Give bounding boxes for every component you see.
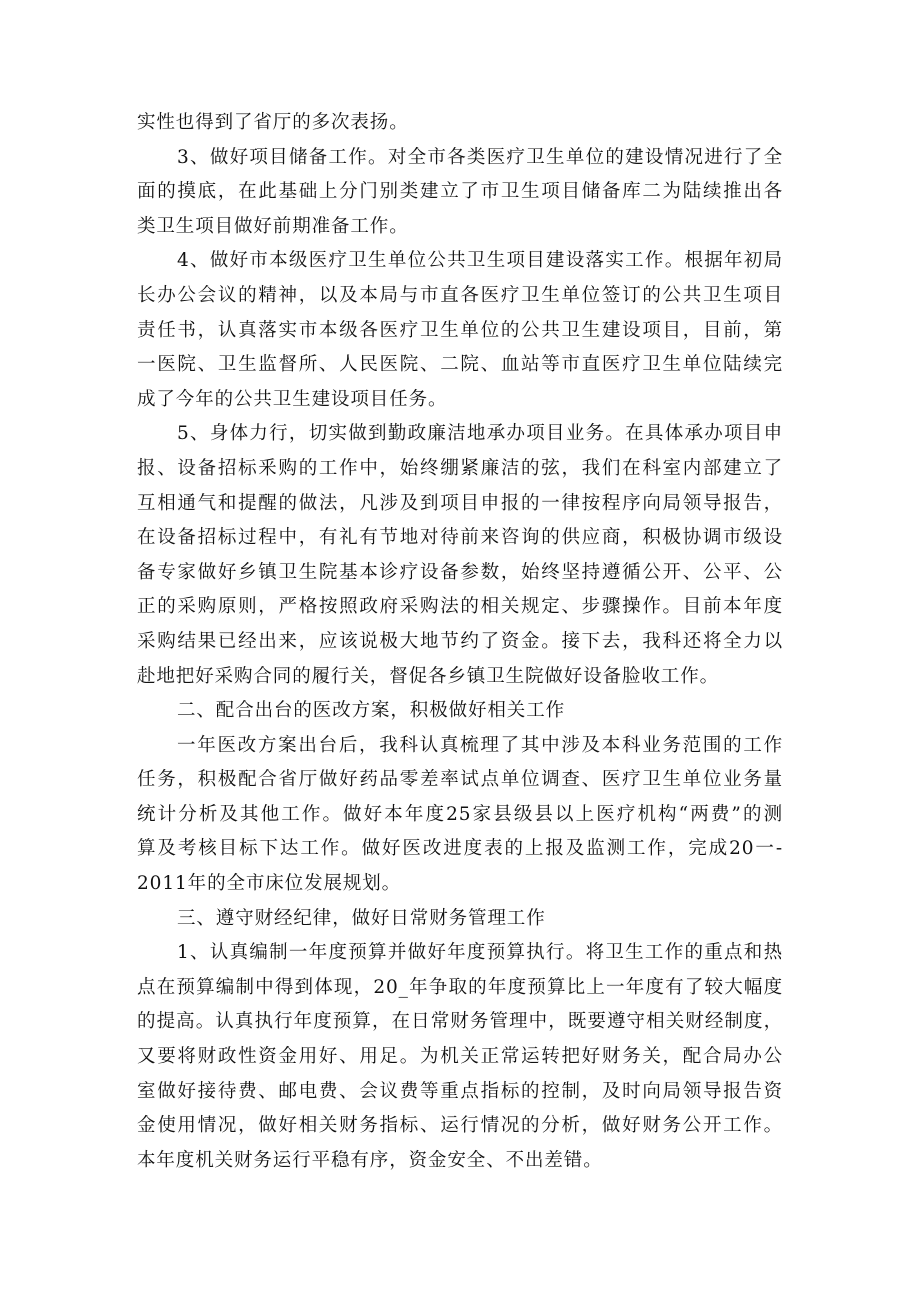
paragraph-continuation (137, 106, 783, 141)
text-line: 金使用情况，做好相关财务指标、运行情况的分析，做好财务公开工作。 (137, 1115, 783, 1137)
text-line: 1、认真编制一年度预算并做好年度预算执行。将卫生工作的重点和热 (177, 942, 783, 964)
text-line: 室做好接待费、邮电费、会议费等重点指标的控制，及时向局领导报告资 (137, 1080, 783, 1102)
text-line: 采购结果已经出来，应该说极大地节约了资金。接下去，我科还将全力以 (137, 630, 783, 652)
text-line: 报、设备招标釆购的工作中，始终绷紧廉洁的弦，我们在科室内部建立了 (137, 457, 783, 479)
text-line: 正的采购原则，严格按照政府采购法的相关规定、步骤操作。目前本年度 (137, 596, 783, 618)
text-line: 算及考核目标下达工作。做好医改进度表的上报及监测工作，完成20一- (137, 838, 783, 860)
section-heading-finance (137, 902, 783, 937)
document-body (137, 106, 783, 1178)
text-line: 的提高。认真执行年度预算，在日常财务管理中，既要遵守相关财经制度， (137, 1011, 783, 1033)
section-heading: 二、配合出台的医改方案，积极做好相关工作 (177, 700, 566, 722)
text-line: 备专家做好乡镇卫生院基本诊疗设备参数，始终坚持遵循公开、公平、公 (137, 561, 783, 583)
text-line: 责任书，认真落实市本级各医疗卫生单位的公共卫生建设项目，目前，第 (137, 319, 783, 341)
section-heading: 三、遵守财经纪律，做好日常财务管理工作 (177, 907, 546, 929)
text-line: 任务，积极配合省厅做好药品零差率试点单位调查、医疗卫生单位业务量 (137, 769, 783, 791)
text-line: 2011年的全市床位发展规划。 (137, 873, 402, 895)
paragraph-integrity (137, 417, 783, 694)
text-line: 3、做好项目储备工作。对全市各类医疗卫生单位的建设情况进行了全 (177, 146, 783, 168)
text-line: 统计分析及其他工作。做好本年度25家县级县以上医疗机构“两费”的测 (137, 803, 783, 825)
text-line: 互相通气和提醒的做法，凡涉及到项目申报的一律按程序向局领导报告， (137, 492, 783, 514)
text-line: 实性也得到了省厅的多次表扬。 (137, 112, 409, 133)
text-line: 点在预算编制中得到体现，20_年争取的年度预算比上一年度有了较大幅度 (137, 976, 783, 998)
text-line: 类卫生项目做好前期准备工作。 (137, 215, 409, 237)
paragraph-medical-reform (137, 729, 783, 902)
text-line: 在设备招标过程中，有礼有节地对待前来咨询的供应商，积极协调市级设 (137, 527, 783, 549)
text-line: 长办公会议的精神，以及本局与市直各医疗卫生单位签订的公共卫生项目 (137, 284, 783, 306)
text-line: 成了今年的公共卫生建设项目任务。 (137, 388, 448, 410)
text-line: 一年医改方案出台后，我科认真梳理了其中涉及本科业务范围的工作 (177, 734, 783, 756)
text-line: 一医院、卫生监督所、人民医院、二院、血站等市直医疗卫生单位陆续完 (137, 354, 783, 376)
text-line: 本年度机关财务运行平稳有序，资金安全、不出差错。 (137, 1149, 603, 1171)
paragraph-public-health-projects (137, 244, 783, 417)
text-line: 面的摸底，在此基础上分门别类建立了市卫生项目储备库二为陆续推出各 (137, 181, 783, 203)
text-line: 5、身体力行，切实做到勤政廉洁地承办项目业务。在具体承办项目申 (177, 423, 783, 445)
text-line: 又要将财政性资金用好、用足。为机关正常运转把好财务关，配合局办公 (137, 1046, 783, 1068)
text-line: 4、做好市本级医疗卫生单位公共卫生项目建设落实工作。根据年初局 (177, 250, 783, 272)
section-heading-medical-reform (137, 694, 783, 729)
paragraph-budget (137, 936, 783, 1178)
paragraph-project-reserve (137, 141, 783, 245)
text-line: 赴地把好采购合同的履行关，督促各乡镇卫生院做好设备脸收工作。 (137, 665, 720, 687)
